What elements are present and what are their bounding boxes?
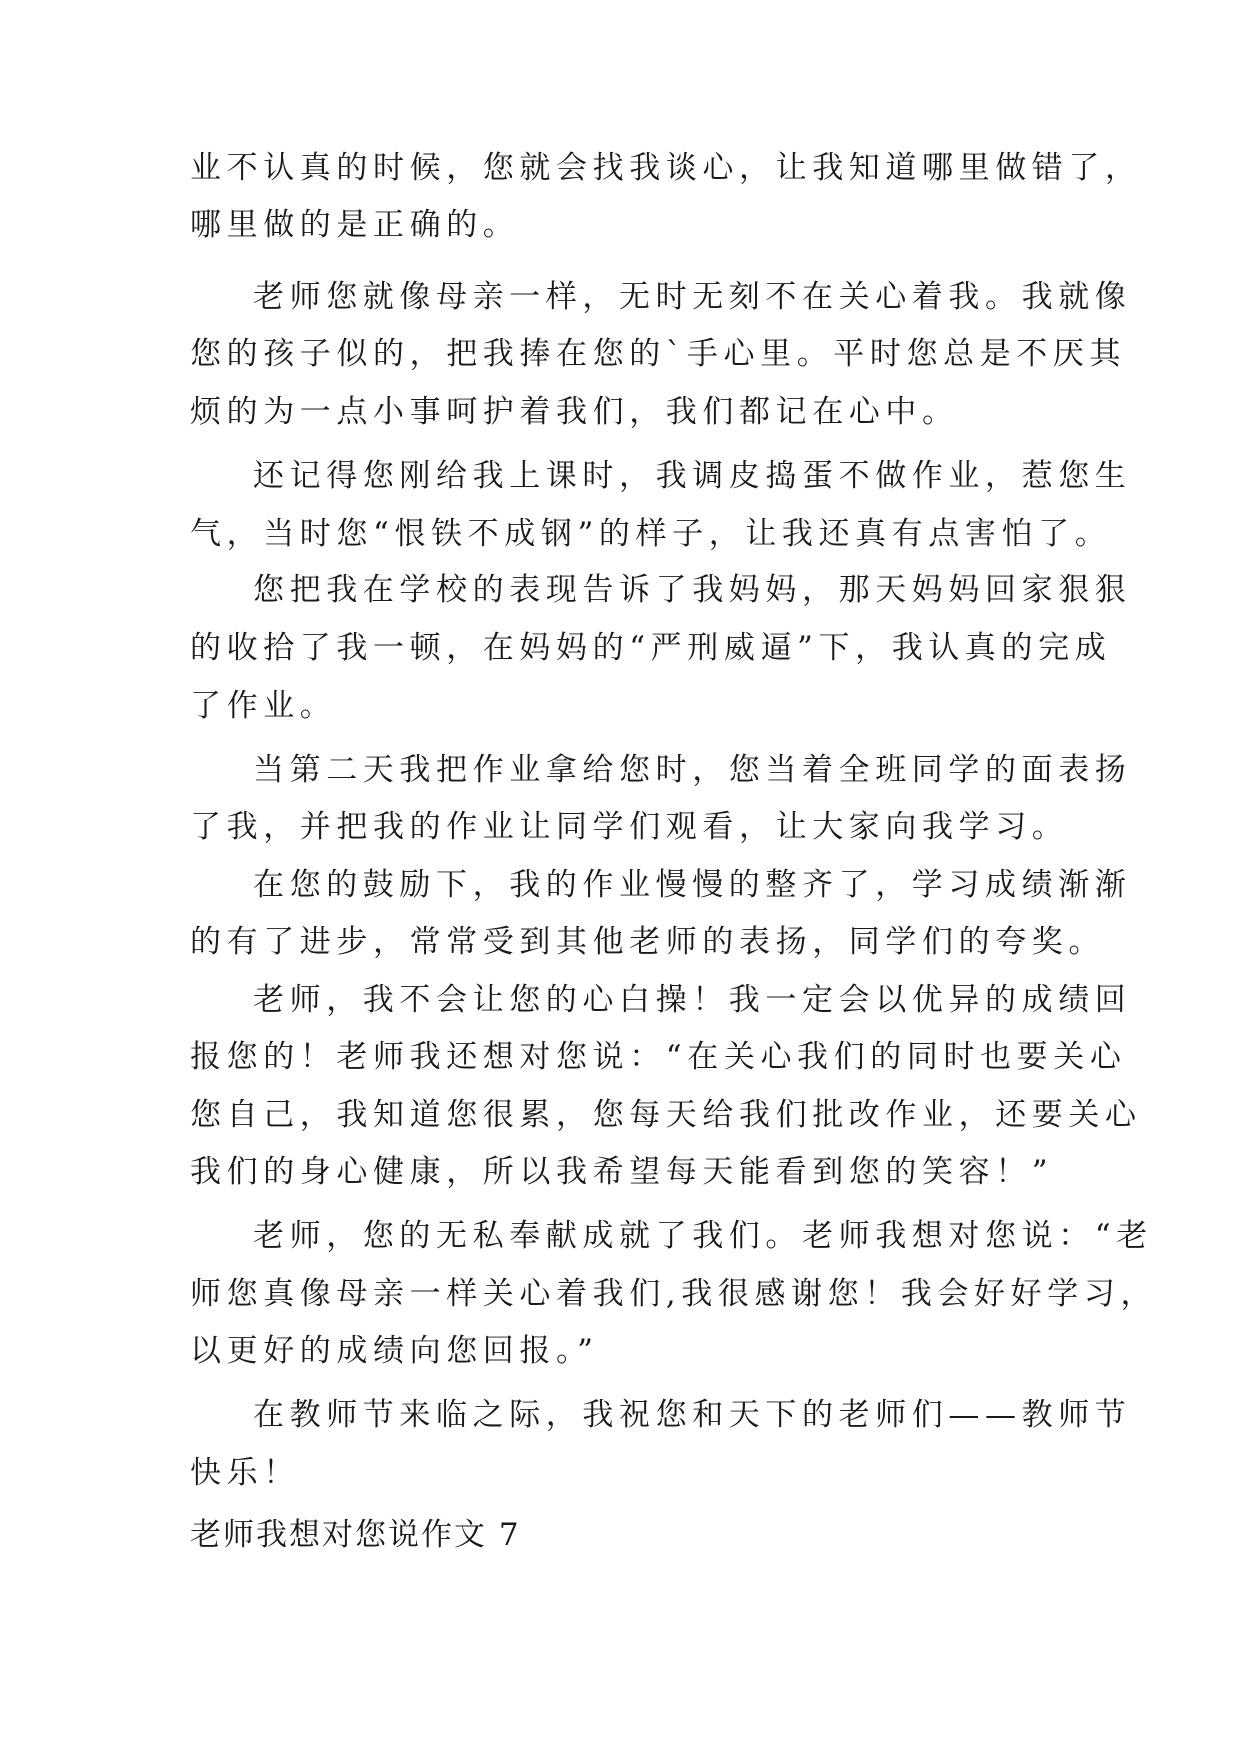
text-line: 我们的身心健康，所以我希望每天能看到您的笑容！”	[190, 1154, 1054, 1190]
text-line: 报您的！老师我还想对您说：“在关心我们的同时也要关心	[190, 1039, 1127, 1075]
text-line: 您的孩子似的，把我捧在您的`手心里。平时您总是不厌其	[190, 336, 1127, 372]
section-heading: 老师我想对您说作文 7	[190, 1517, 521, 1553]
text-line: 您自己，我知道您很累，您每天给我们批改作业，还要关心	[190, 1097, 1142, 1133]
paragraph-line: 老师您就像母亲一样，无时无刻不在关心着我。我就像	[253, 279, 1132, 315]
text-line: 烦的为一点小事呵护着我们，我们都记在心中。	[190, 394, 959, 430]
text-line: 的收拾了我一顿，在妈妈的“严刑威逼”下，我认真的完成	[190, 630, 1112, 666]
paragraph-line: 在您的鼓励下，我的作业慢慢的整齐了，学习成绩渐渐	[253, 867, 1132, 903]
text-line: 业不认真的时候，您就会找我谈心，让我知道哪里做错了，	[190, 150, 1142, 186]
text-line: 气，当时您“恨铁不成钢”的样子，让我还真有点害怕了。	[190, 516, 1112, 552]
text-line: 师您真像母亲一样关心着我们,我很感谢您！我会好好学习，	[190, 1276, 1158, 1312]
text-line: 快乐！	[190, 1455, 300, 1491]
paragraph-line: 老师，您的无私奉献成就了我们。老师我想对您说：“老	[253, 1218, 1153, 1254]
text-line: 的有了进步，常常受到其他老师的表扬，同学们的夸奖。	[190, 924, 1105, 960]
paragraph-line: 在教师节来临之际，我祝您和天下的老师们——教师节	[253, 1397, 1132, 1433]
text-line: 以更好的成绩向您回报。”	[190, 1333, 599, 1369]
paragraph-line: 您把我在学校的表现告诉了我妈妈，那天妈妈回家狠狠	[253, 572, 1132, 608]
paragraph-line: 当第二天我把作业拿给您时，您当着全班同学的面表扬	[253, 752, 1132, 788]
text-line: 哪里做的是正确的。	[190, 207, 520, 243]
paragraph-line: 还记得您刚给我上课时，我调皮捣蛋不做作业，惹您生	[253, 458, 1132, 494]
text-line: 了作业。	[190, 688, 337, 724]
text-line: 了我，并把我的作业让同学们观看，让大家向我学习。	[190, 809, 1069, 845]
paragraph-line: 老师，我不会让您的心白操！我一定会以优异的成绩回	[253, 982, 1132, 1018]
